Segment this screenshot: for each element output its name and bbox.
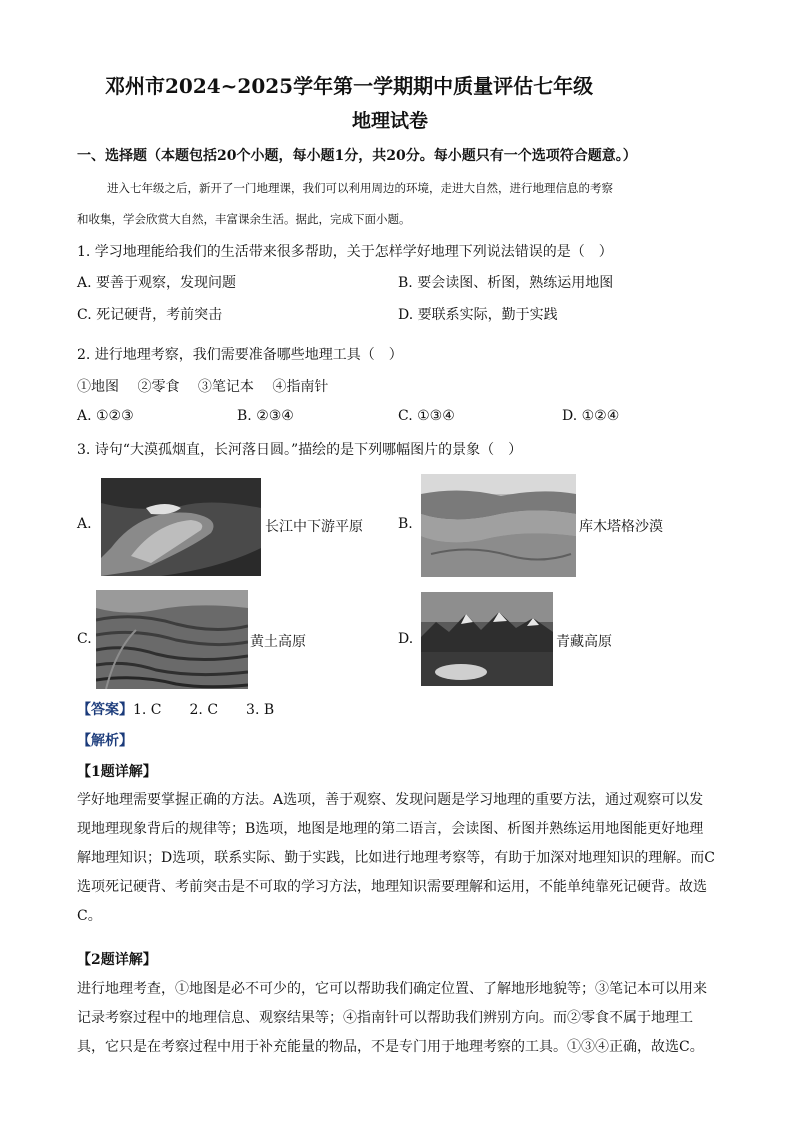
question-2-option-d: D. ①②④: [562, 408, 620, 424]
qinghai-tibet-plateau-photo: [421, 592, 553, 686]
intro-line-2: 和收集，学会欣赏大自然，丰富课余生活。据此，完成下面小题。: [77, 212, 411, 226]
question-3-option-b-caption: 库木塔格沙漠: [579, 519, 663, 535]
analysis-label: 【解析】: [77, 733, 133, 749]
question-1-stem: 1. 学习地理能给我们的生活带来很多帮助，关于怎样学好地理下列说法错误的是（ ）: [77, 244, 613, 260]
question-3-option-c-letter: C.: [77, 631, 92, 647]
question-3-option-a-caption: 长江中下游平原: [265, 519, 363, 535]
section-heading: 一、选择题（本题包括20个小题，每小题1分，共20分。每小题只有一个选项符合题意。）: [77, 148, 637, 164]
question-1-option-b: B. 要会读图、析图，熟练运用地图: [398, 275, 614, 291]
intro-line-1: 进入七年级之后，新开了一门地理课，我们可以利用周边的环境，走进大自然，进行地理信息的考察: [107, 181, 613, 195]
q2-analysis-label: 【2题详解】: [77, 952, 157, 968]
loess-plateau-photo: [96, 590, 248, 689]
question-3-option-d-caption: 青藏高原: [556, 634, 612, 650]
question-2-option-a: A. ①②③: [77, 408, 134, 424]
question-2-stem: 2. 进行地理考察，我们需要准备哪些地理工具（ ）: [77, 347, 403, 363]
question-3-option-c-caption: 黄土高原: [250, 634, 306, 650]
question-2-option-c: C. ①③④: [398, 408, 455, 424]
page-subtitle: 地理试卷: [352, 110, 429, 132]
q1-analysis-label: 【1题详解】: [77, 764, 157, 780]
q1-analysis-text: 学好地理需要掌握正确的方法。A选项，善于观察、发现问题是学习地理的重要方法，通过观察可以发现地理现象背后的规律等；B选项，地图是地理的第二语言，会读图、析图并熟练运用地图能更好地理解地理知识；D选项，联系实际、勤于实践，比如进行地理考察等，有助于加深对地理知识的理解。而C选项死记硬背、考前突击是不可取的学习方法，地理知识需要理解和运用，不能单纯靠死记硬背。故选C。: [77, 792, 715, 924]
answer-label: 【答案】: [77, 702, 133, 718]
kumtag-desert-photo: [421, 474, 576, 577]
question-3-option-a-letter: A.: [77, 516, 92, 532]
question-2-items: ①地图 ②零食 ③笔记本 ④指南针: [77, 379, 329, 395]
question-3-option-d-letter: D.: [398, 631, 414, 647]
yangtze-plain-photo: [101, 478, 261, 576]
answer-values: 1. C 2. C 3. B: [133, 702, 275, 718]
question-2-option-b: B. ②③④: [237, 408, 294, 424]
question-1-option-a: A. 要善于观察，发现问题: [77, 275, 237, 291]
question-1-option-c: C. 死记硬背，考前突击: [77, 307, 223, 323]
q2-analysis-text: 进行地理考查，①地图是必不可少的，它可以帮助我们确定位置、了解地形地貌等；③笔记本可以用来记录考察过程中的地理信息、观察结果等；④指南针可以帮助我们辨别方向。而②零食不属于地理工具，它只是在考察过程中用于补充能量的物品，不是专门用于地理考察的工具。①③④正确，故选C。: [77, 981, 707, 1055]
question-3-option-b-letter: B.: [398, 516, 413, 532]
question-3-stem: 3. 诗句“大漠孤烟直，长河落日圆。”描绘的是下列哪幅图片的景象（ ）: [77, 442, 523, 458]
page-title: 邓州市2024~2025学年第一学期期中质量评估七年级: [105, 74, 594, 98]
question-1-option-d: D. 要联系实际，勤于实践: [398, 307, 558, 323]
